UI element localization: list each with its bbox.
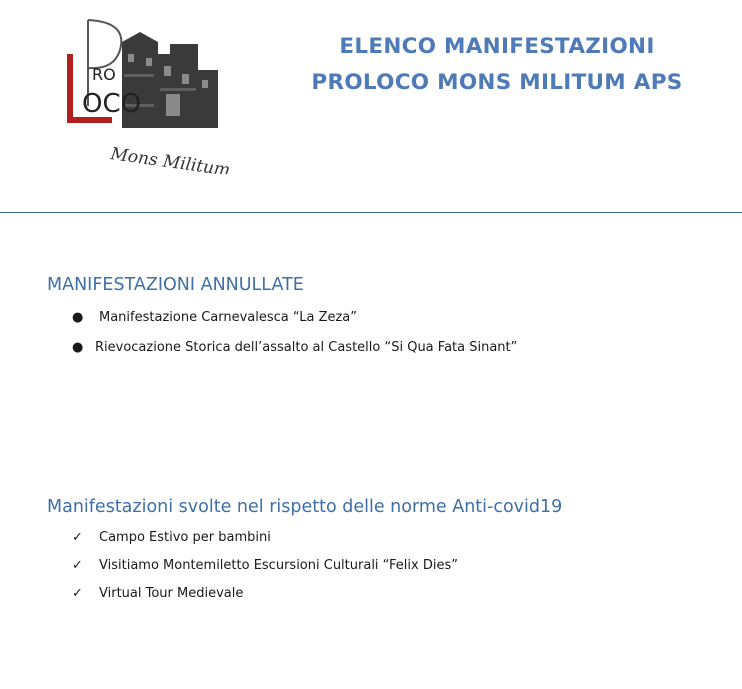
- header-divider: [0, 212, 742, 213]
- list-item: Rievocazione Storica dell’assalto al Castello “Si Qua Fata Sinant”: [95, 340, 518, 355]
- logo-script-text: Mons Militum: [109, 144, 232, 174]
- document-title-line2: PROLOCO MONS MILITUM APS: [311, 70, 683, 95]
- list-item: Virtual Tour Medievale: [99, 586, 244, 601]
- logo-oco-text: OCO: [82, 89, 142, 119]
- document-title-line1: ELENCO MANIFESTAZIONI: [339, 34, 655, 59]
- bullet-icon: ●: [72, 340, 84, 355]
- list-item: Campo Estivo per bambini: [99, 530, 271, 545]
- section-heading-held: Manifestazioni svolte nel rispetto delle norme Anti-covid19: [47, 497, 563, 517]
- checkmark-icon: ✓: [72, 586, 83, 601]
- checkmark-icon: ✓: [72, 558, 83, 573]
- list-item: Manifestazione Carnevalesca “La Zeza”: [99, 310, 357, 325]
- section-heading-cancelled: MANIFESTAZIONI ANNULLATE: [47, 275, 304, 295]
- list-item: Visitiamo Montemiletto Escursioni Culturali “Felix Dies”: [99, 558, 458, 573]
- proloco-logo: [62, 14, 232, 174]
- logo-ro-text: RO: [92, 65, 116, 84]
- bullet-icon: ●: [72, 310, 84, 325]
- checkmark-icon: ✓: [72, 530, 83, 545]
- castle-logo-graphic: [62, 14, 232, 174]
